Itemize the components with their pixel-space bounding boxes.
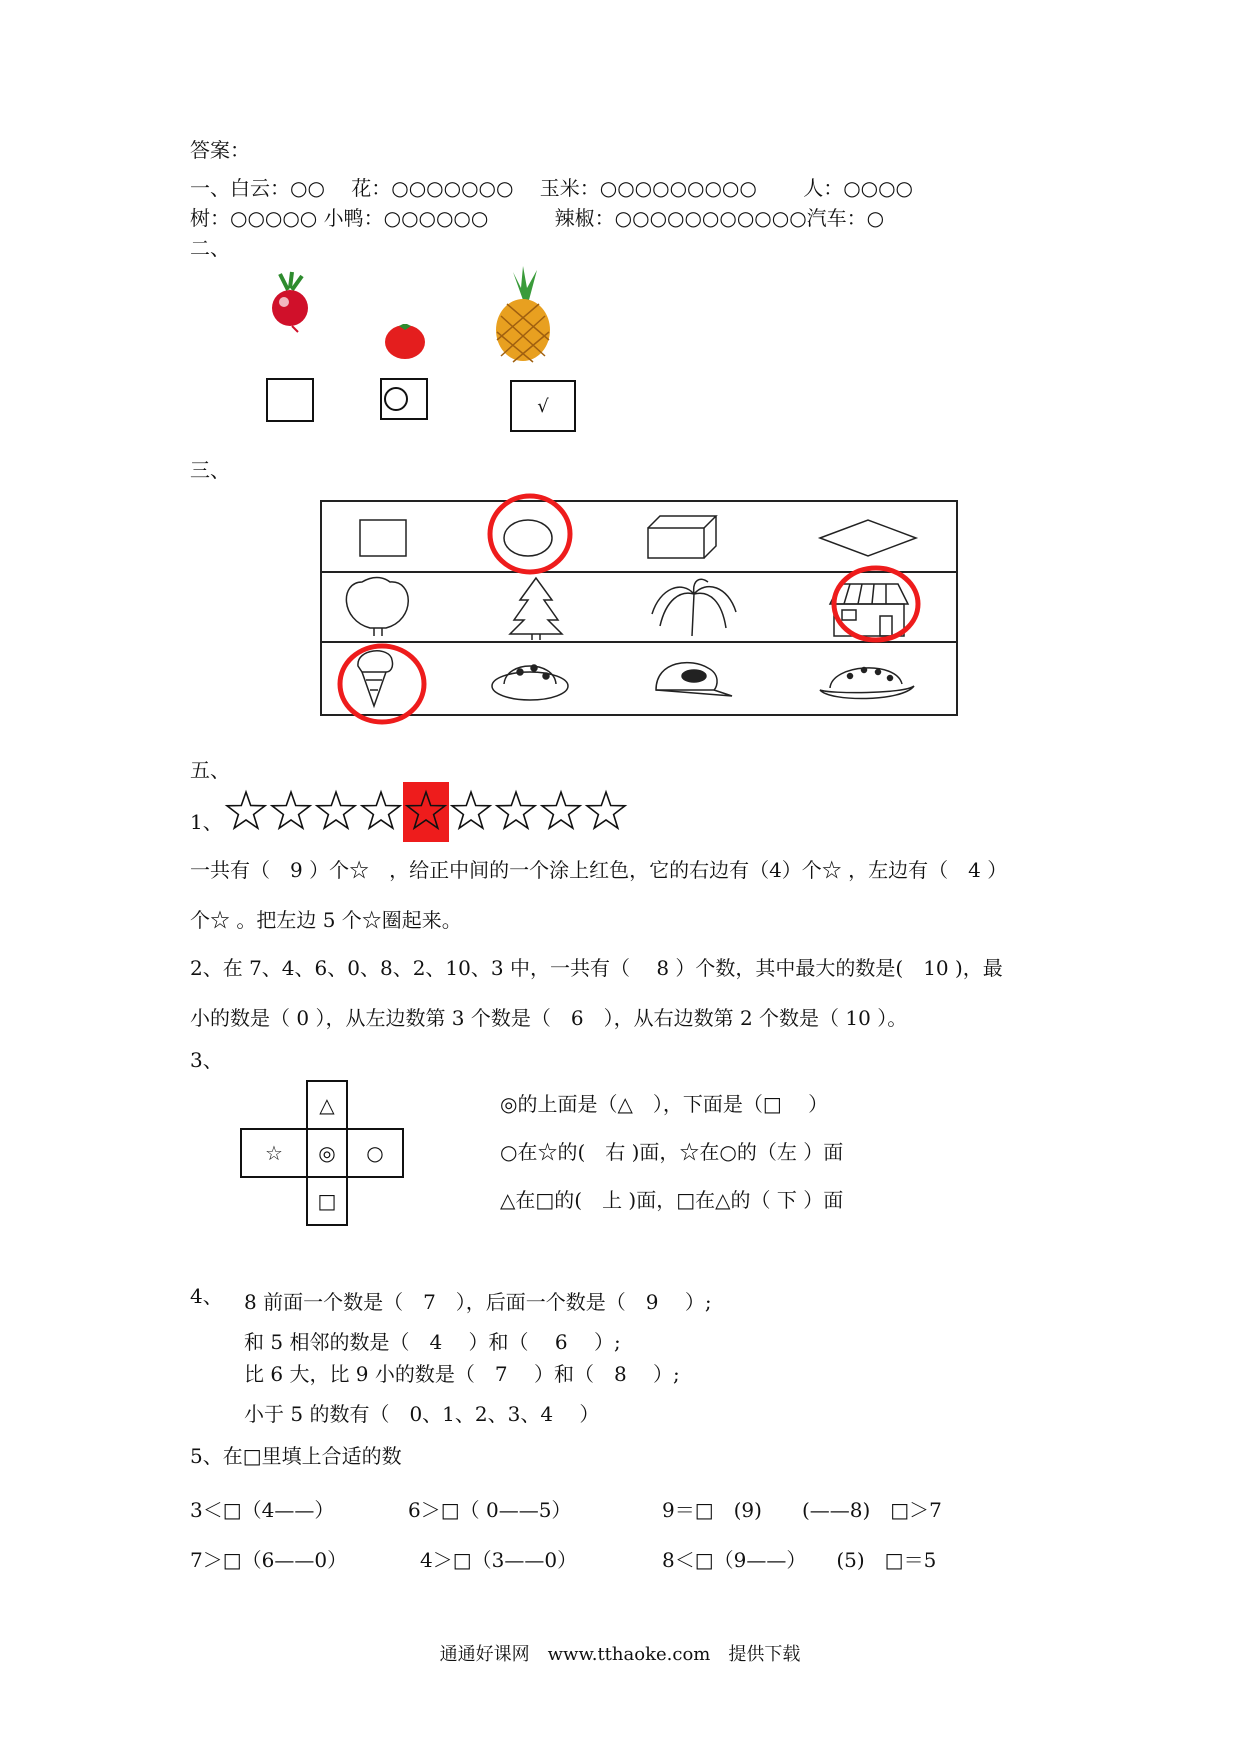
star-icon xyxy=(452,792,490,828)
section2-label: 二、 xyxy=(190,236,230,260)
hat-drawing-2 xyxy=(820,668,914,699)
q5-item: 8＜□（9——） (5) □＝5 xyxy=(662,1548,937,1572)
grid-cell-top: △ xyxy=(306,1080,348,1130)
q5-item: 4＞□（3——0） xyxy=(420,1548,578,1572)
q2-line2: 小的数是（ 0 ），从左边数第 3 个数是（ 6 ），从右边数第 2 个数是（ 10 ）。 xyxy=(190,1006,908,1030)
hat-drawing-1 xyxy=(492,665,568,700)
star-icon xyxy=(227,792,265,828)
answer-box-pineapple xyxy=(510,380,576,432)
section1-line2: 树：○○○○○ 小鸭：○○○○○○ 辣椒：○○○○○○○○○○○汽车：○ xyxy=(190,206,885,230)
check-mark: √ xyxy=(537,395,549,417)
q3-line1: ◎的上面是（△ ），下面是（□ ） xyxy=(500,1092,829,1116)
grid-cell-center: ◎ xyxy=(306,1128,348,1178)
star-icon xyxy=(497,792,535,828)
radish-image xyxy=(262,272,322,332)
answer-box-tomato xyxy=(380,378,428,420)
section3-label: 三、 xyxy=(190,458,230,482)
section5-label: 五、 xyxy=(190,758,230,782)
q2-line1: 2、在 7、4、6、0、8、2、10、3 中，一共有（ 8 ）个数，其中最大的数是( 10 )，最 xyxy=(190,956,1003,980)
cap-drawing xyxy=(656,663,732,696)
star-icon xyxy=(272,792,310,828)
answer-header: 答案： xyxy=(190,138,250,162)
tomato-image xyxy=(383,320,427,360)
footer-credit: 通通好课网 www.tthaoke.com 提供下载 xyxy=(439,1644,801,1665)
q5-title: 5、在□里填上合适的数 xyxy=(190,1444,402,1468)
q4-line2: 和 5 相邻的数是（ 4 ）和（ 6 ）; xyxy=(244,1330,621,1354)
star-icon xyxy=(542,792,580,828)
q4-line4: 小于 5 的数有（ 0、1、2、3、4 ） xyxy=(244,1402,600,1426)
circle-shape xyxy=(504,520,552,556)
red-circle-mark xyxy=(490,496,570,572)
pine-tree-drawing xyxy=(510,578,562,640)
q4-number: 4、 xyxy=(190,1284,223,1308)
q1-line2: 个☆ 。把左边 5 个☆圈起来。 xyxy=(190,908,462,932)
q3-line2: ○在☆的( 右 )面，☆在○的（左 ）面 xyxy=(500,1140,844,1164)
q5-item: 3＜□（4——） xyxy=(190,1498,335,1522)
answer-box-radish xyxy=(266,378,314,422)
ice-cream-drawing xyxy=(358,651,393,706)
q4-line1: 8 前面一个数是（ 7 ），后面一个数是（ 9 ）; xyxy=(244,1290,712,1314)
q3-number: 3、 xyxy=(190,1048,223,1072)
q5-item: 6＞□（ 0——5） xyxy=(408,1498,572,1522)
willow-tree-drawing xyxy=(652,579,736,636)
grid-cell-right: ○ xyxy=(346,1128,404,1178)
q3-line3: △在□的( 上 )面，□在△的（ 下 ）面 xyxy=(500,1188,844,1212)
circle-mark xyxy=(383,386,409,412)
shape-picture-grid xyxy=(320,480,960,720)
q1-line1: 一共有（ 9 ）个☆ ，给正中间的一个涂上红色，它的右边有（4）个☆ ，左边有（ 4 ） xyxy=(190,858,1008,882)
square-shape xyxy=(360,520,406,556)
diamond-shape xyxy=(820,520,916,556)
cuboid-shape xyxy=(648,516,716,558)
apple-tree-drawing xyxy=(346,578,408,637)
q1-number: 1、 xyxy=(190,810,223,834)
grid-cell-left: ☆ xyxy=(240,1128,308,1178)
star-icon xyxy=(587,792,625,828)
q4-line3: 比 6 大，比 9 小的数是（ 7 ）和（ 8 ）; xyxy=(244,1362,680,1386)
section1-line1: 一、白云：○○ 花：○○○○○○○ 玉米：○○○○○○○○○ 人：○○○○ xyxy=(190,176,913,200)
star-row xyxy=(224,782,644,842)
pineapple-image xyxy=(493,266,553,362)
star-icon xyxy=(317,792,355,828)
q5-item: 7＞□（6——0） xyxy=(190,1548,348,1572)
grid-cell-bottom: □ xyxy=(306,1176,348,1226)
q5-item: 9＝□ (9) (——8) □＞7 xyxy=(662,1498,942,1522)
star-icon xyxy=(362,792,400,828)
